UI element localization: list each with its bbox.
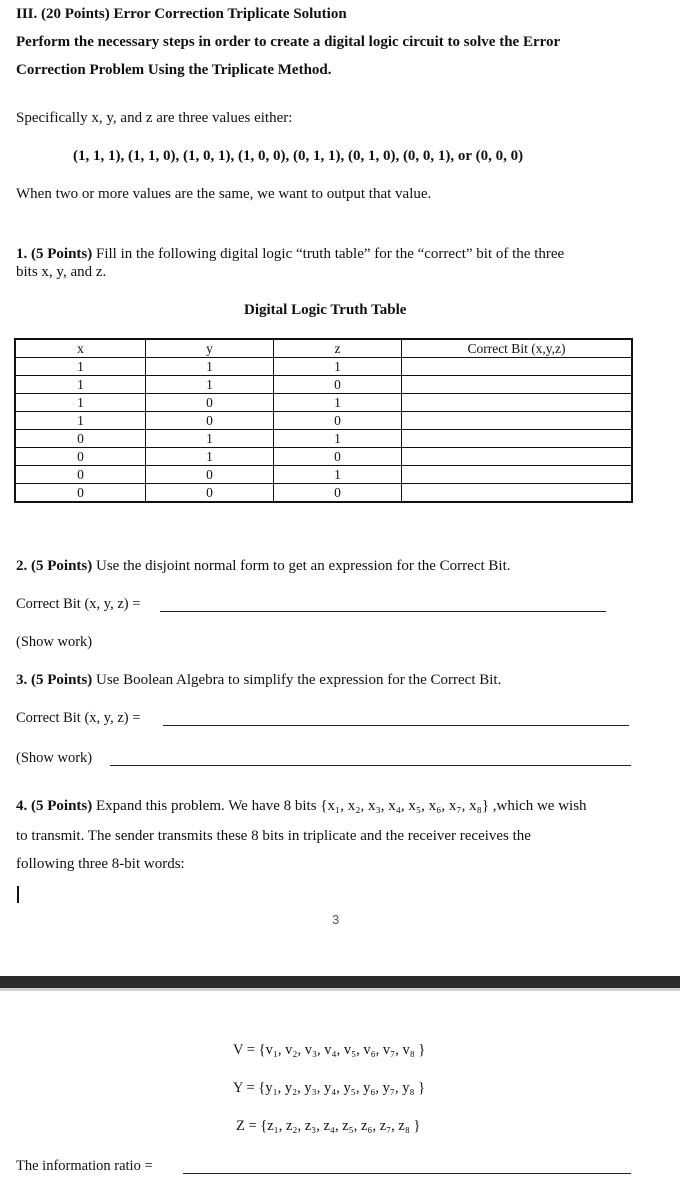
table-row [15, 484, 632, 503]
q1-text: Fill in the following digital logic “truth table” for the “correct” bit of the three [92, 246, 565, 262]
cell-z: 1 [274, 430, 402, 448]
cell-y: 1 [146, 430, 274, 448]
table-row [15, 376, 632, 394]
cell-z: 0 [274, 412, 402, 430]
value-list: (1, 1, 1), (1, 1, 0), (1, 0, 1), (1, 0, 0), (0, 1, 1), (0, 1, 0), (0, 0, 1), or (0, 0, 0) [73, 148, 524, 164]
cell-x: 0 [15, 466, 146, 484]
cell-correct-bit[interactable] [402, 484, 633, 503]
q2-answer-blank[interactable] [160, 611, 606, 612]
specifically-text: Specifically x, y, and z are three values either: [16, 110, 293, 126]
q4-line-1 [16, 798, 587, 815]
q2-text: Use the disjoint normal form to get an expression for the Correct Bit. [92, 558, 511, 574]
q1-label: 1. (5 Points) [16, 246, 93, 262]
cell-z: 0 [274, 448, 402, 466]
cell-y: 0 [146, 466, 274, 484]
q4-line-2: to transmit. The sender transmits these 8 bits in triplicate and the receiver receives the [16, 828, 531, 844]
header-correct-bit: Correct Bit (x,y,z) [402, 339, 633, 358]
q2-answer-prefix: Correct Bit (x, y, z) = [16, 596, 141, 612]
table-row [15, 430, 632, 448]
cell-z: 1 [274, 394, 402, 412]
page-number: 3 [332, 912, 340, 927]
table-row [15, 394, 632, 412]
cell-correct-bit[interactable] [402, 394, 633, 412]
table-row [15, 448, 632, 466]
cell-correct-bit[interactable] [402, 430, 633, 448]
cell-x: 0 [15, 484, 146, 503]
q2-show-work: (Show work) [16, 634, 93, 650]
table-row [15, 466, 632, 484]
table-row [15, 358, 632, 376]
q2-line [16, 558, 511, 575]
intro-line-1: Perform the necessary steps in order to create a digital logic circuit to solve the Error [16, 34, 561, 50]
cell-y: 0 [146, 394, 274, 412]
word-z: Z = {z₁, z₂, z₃, z₄, z₅, z₆, z₇, z₈ } [236, 1118, 421, 1134]
info-ratio-blank[interactable] [183, 1173, 631, 1174]
when-text: When two or more values are the same, we want to output that value. [16, 186, 432, 202]
text-cursor [17, 886, 19, 903]
cell-z: 0 [274, 484, 402, 503]
section-title: III. (20 Points) Error Correction Triplicate Solution [16, 6, 347, 22]
cell-correct-bit[interactable] [402, 376, 633, 394]
word-y: Y = {y₁, y₂, y₃, y₄, y₅, y₆, y₇, y₈ } [233, 1080, 426, 1096]
cell-y: 0 [146, 484, 274, 503]
cell-x: 1 [15, 358, 146, 376]
table-row [15, 412, 632, 430]
q4-line-3: following three 8-bit words: [16, 856, 185, 872]
truth-table [14, 338, 633, 503]
q3-label: 3. (5 Points) [16, 672, 93, 688]
cell-x: 1 [15, 394, 146, 412]
cell-x: 1 [15, 412, 146, 430]
q3-show-work-blank[interactable] [110, 765, 631, 766]
cell-correct-bit[interactable] [402, 412, 633, 430]
cell-z: 1 [274, 358, 402, 376]
cell-correct-bit[interactable] [402, 466, 633, 484]
cell-z: 0 [274, 376, 402, 394]
q1-line-2: bits x, y, and z. [16, 264, 107, 280]
cell-x: 0 [15, 430, 146, 448]
cell-z: 1 [274, 466, 402, 484]
page-separator-shadow [0, 988, 680, 991]
q3-line [16, 672, 501, 689]
cell-y: 1 [146, 358, 274, 376]
cell-correct-bit[interactable] [402, 448, 633, 466]
page-separator [0, 976, 680, 988]
q4-text: Expand this problem. We have 8 bits {x₁, x₂, x₃, x₄, x₅, x₆, x₇, x₈} ,which we wish [92, 798, 587, 814]
header-z: z [274, 339, 402, 358]
q4-label: 4. (5 Points) [16, 798, 93, 814]
cell-correct-bit[interactable] [402, 358, 633, 376]
cell-y: 1 [146, 376, 274, 394]
q1-line-1 [16, 246, 564, 263]
header-y: y [146, 339, 274, 358]
word-v: V = {v₁, v₂, v₃, v₄, v₅, v₆, v₇, v₈ } [233, 1042, 426, 1058]
header-x: x [15, 339, 146, 358]
cell-y: 1 [146, 448, 274, 466]
cell-y: 0 [146, 412, 274, 430]
q2-label: 2. (5 Points) [16, 558, 93, 574]
q3-answer-blank[interactable] [163, 725, 629, 726]
cell-x: 0 [15, 448, 146, 466]
q3-show-work: (Show work) [16, 750, 93, 766]
table-title: Digital Logic Truth Table [244, 302, 407, 318]
table-header-row [15, 339, 632, 358]
q3-text: Use Boolean Algebra to simplify the expression for the Correct Bit. [92, 672, 502, 688]
info-ratio-label: The information ratio = [16, 1158, 153, 1174]
q3-answer-prefix: Correct Bit (x, y, z) = [16, 710, 141, 726]
intro-line-2: Correction Problem Using the Triplicate Method. [16, 62, 332, 78]
cell-x: 1 [15, 376, 146, 394]
